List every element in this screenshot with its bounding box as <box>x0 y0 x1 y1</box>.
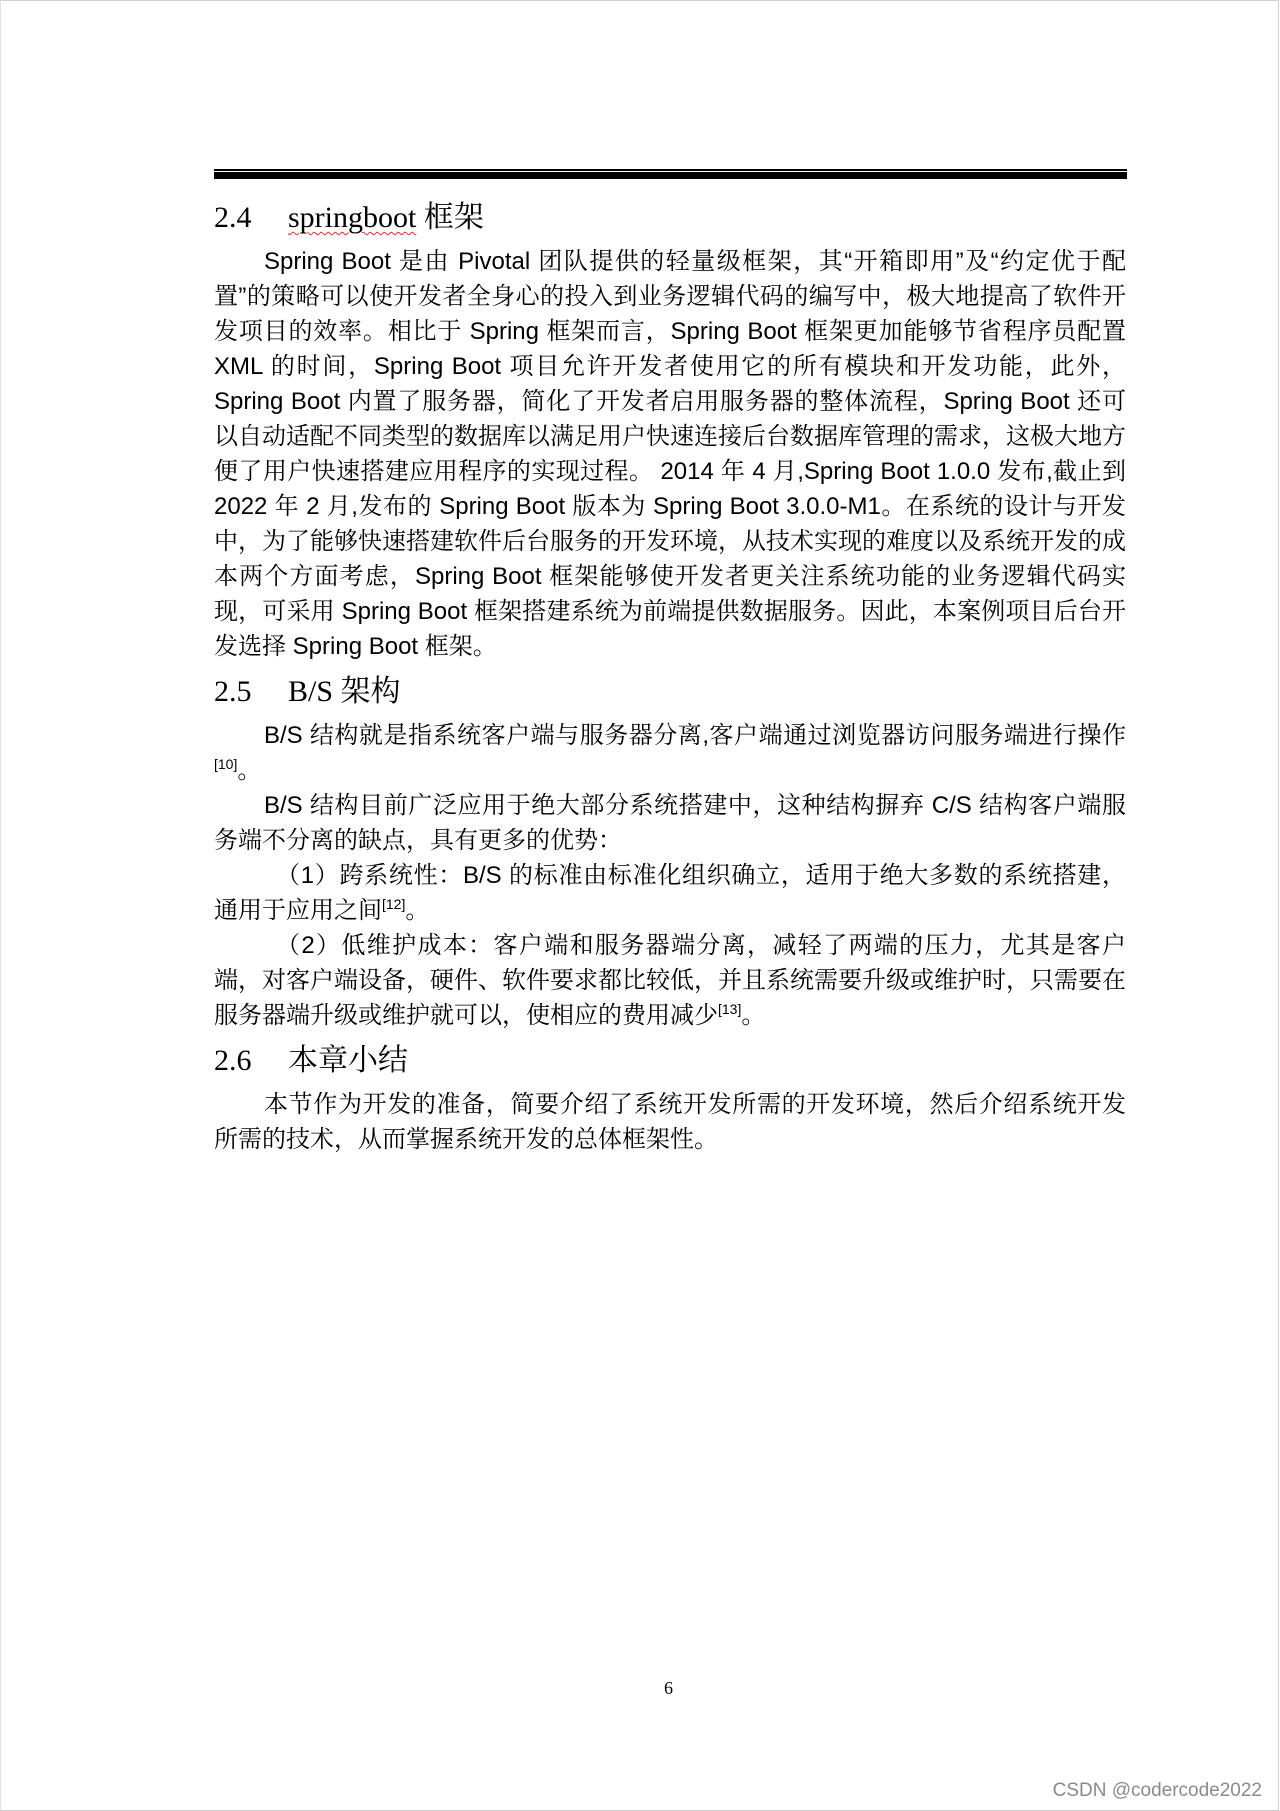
document-body <box>214 196 1126 1157</box>
citation-ref: [12] <box>382 896 406 912</box>
paragraph-bs-advantages: B/S 结构目前广泛应用于绝大部分系统搭建中，这种结构摒弃 C/S 结构客户端服务端不分离的缺点，具有更多的优势： <box>214 792 1126 854</box>
paragraph-end: 。 <box>237 757 262 784</box>
list-item-end: 。 <box>405 897 430 924</box>
list-item-low-maintenance <box>214 928 1126 1033</box>
section-number: 2.4 <box>214 201 252 234</box>
paragraph-bs-definition <box>214 718 1126 788</box>
header-rule-thin <box>214 169 1127 171</box>
list-item-end: 。 <box>741 1002 766 1029</box>
paragraph-text: B/S 结构就是指系统客户端与服务器分离,客户端通过浏览器访问服务端进行操作 <box>264 722 1126 749</box>
paragraph-springboot: Spring Boot 是由 Pivotal 团队提供的轻量级框架，其“开箱即用”及“约定优于配置”的策略可以使开发者全身心的投入到业务逻辑代码的编写中，极大地提高了软件开发项目的效率。相比于 Spring 框架而言，Spring Boot 框架更加能够节省程序员配置 XML 的时间，Spring Boot 项目允许开发者使用它的所有模块和开发功能，此外， Spring Boot 内置了服务器，简化了开发者启用服务器的整体流程，Spring Boot 还可以自动适配不同类型的数据库以满足用户快速连接后台数据库管理的需求，这极大地方便了用户快速搭建应用程序的实现过程。 2014 年 4 月,Spring Boot 1.0.0 发布,截止到 2022 年 2 月,发布的 Spring Boot 版本为 Spring Boot 3.0.0-M1。在系统的设计与开发中，为了能够快速搭建软件后台服务的开发环境，从技术实现的难度以及系统开发的成本两个方面考虑，Spring Boot 框架能够使开发者更关注系统功能的业务逻辑代码实现，可采用 Spring Boot 框架搭建系统为前端提供数据服务。因此，本案例项目后台开发选择 Spring Boot 框架。 <box>214 248 1126 660</box>
section-number: 2.5 <box>214 675 252 708</box>
citation-ref: [13] <box>718 1001 742 1017</box>
section-title: B/S 架构 <box>288 675 401 708</box>
list-item-text: （1）跨系统性：B/S 的标准由标准化组织确立，适用于绝大多数的系统搭建，通用于应用之间 <box>214 862 1126 924</box>
list-item-text: （2）低维护成本：客户端和服务器端分离，减轻了两端的压力，尤其是客户端，对客户端设备，硬件、软件要求都比较低，并且系统需要升级或维护时，只需要在服务器端升级或维护就可以，使相应的费用减少 <box>214 932 1126 1029</box>
section-heading-2-6 <box>214 1039 1126 1083</box>
paragraph-chapter-summary: 本节作为开发的准备，简要介绍了系统开发所需的开发环境，然后介绍系统开发所需的技术，从而掌握系统开发的总体框架性。 <box>214 1091 1126 1153</box>
header-rule-thick <box>214 172 1127 179</box>
section-title-misspelled-word: springboot <box>288 201 417 234</box>
list-item-cross-system <box>214 858 1126 928</box>
section-heading-2-4 <box>214 196 1126 240</box>
section-title: 框架 <box>416 201 484 234</box>
citation-ref: [10] <box>214 756 238 772</box>
section-number: 2.6 <box>214 1044 252 1077</box>
section-heading-2-5 <box>214 670 1126 714</box>
section-title: 本章小结 <box>288 1044 408 1077</box>
page-number: 6 <box>664 1678 673 1698</box>
csdn-watermark: CSDN @codercode2022 <box>1052 1780 1262 1801</box>
